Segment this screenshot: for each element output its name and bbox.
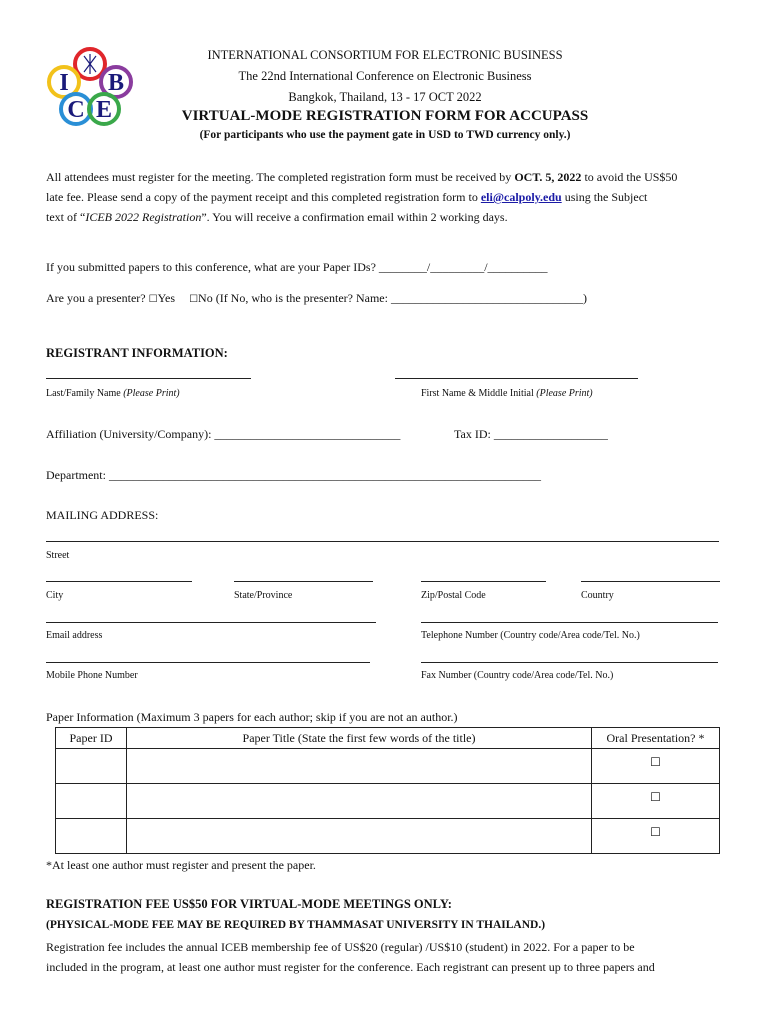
- col-paper-title: Paper Title (State the first few words of the title): [127, 728, 592, 749]
- paper-id-cell[interactable]: [56, 819, 127, 854]
- presenter-no-checkbox[interactable]: ☐: [189, 294, 199, 305]
- form-subtitle: (For participants who use the payment gate in USD to TWD currency only.): [199, 129, 571, 141]
- col-paper-id: Paper ID: [56, 728, 127, 749]
- street-label: Street: [46, 550, 70, 561]
- email-input[interactable]: [46, 622, 376, 623]
- table-row: [56, 819, 720, 854]
- presenter-yes-checkbox[interactable]: ☐: [148, 294, 158, 305]
- telephone-label: Telephone Number (Country code/Area code/Tel. No.): [421, 630, 640, 641]
- city-label: City: [46, 590, 64, 601]
- department-field[interactable]: Department: ________________________________________________________________________: [46, 468, 541, 482]
- fee-text-line-1: Registration fee includes the annual ICEB membership fee of US$20 (regular) /US$10 (student) in 2022. For a paper to be: [46, 940, 635, 954]
- country-input[interactable]: [581, 581, 720, 582]
- affiliation-field[interactable]: Affiliation (University/Company): _______________________________: [46, 427, 401, 441]
- presenter-yes-label: Yes: [157, 291, 176, 305]
- presenter-question: [46, 291, 587, 306]
- intro-text: text of “: [46, 210, 86, 224]
- intro-line-3: [46, 210, 508, 225]
- paper-title-cell[interactable]: [127, 784, 592, 819]
- state-input[interactable]: [234, 581, 373, 582]
- first-name-note: (Please Print): [536, 388, 593, 399]
- telephone-input[interactable]: [421, 622, 718, 623]
- intro-line-1: [46, 170, 677, 185]
- intro-text: All attendees must register for the meeting. The completed registration form must be received by: [46, 170, 515, 184]
- paper-table-header: [56, 728, 720, 749]
- mobile-input[interactable]: [46, 662, 370, 663]
- deadline: OCT. 5, 2022: [514, 170, 582, 184]
- intro-text: using the Subject: [561, 190, 648, 204]
- zip-input[interactable]: [421, 581, 546, 582]
- first-name-label: [421, 388, 593, 399]
- col-oral: Oral Presentation? *: [592, 728, 720, 749]
- last-name-text: Last/Family Name: [46, 388, 124, 399]
- last-name-input[interactable]: [46, 378, 251, 379]
- fax-input[interactable]: [421, 662, 718, 663]
- org-name: INTERNATIONAL CONSORTIUM FOR ELECTRONIC BUSINESS: [207, 48, 563, 62]
- last-name-note: (Please Print): [123, 388, 180, 399]
- oral-checkbox[interactable]: ☐: [592, 784, 720, 819]
- fee-heading: REGISTRATION FEE US$50 FOR VIRTUAL-MODE MEETINGS ONLY:: [46, 897, 452, 911]
- last-name-label: [46, 388, 180, 399]
- form-title: VIRTUAL-MODE REGISTRATION FORM FOR ACCUPASS: [181, 108, 589, 124]
- intro-text: late fee. Please send a copy of the payment receipt and this completed registration form to: [46, 190, 481, 204]
- fee-text-line-2: included in the program, at least one author must register for the conference. Each registrant can present up to three papers and: [46, 960, 655, 974]
- logo-letter-i: I: [59, 70, 69, 96]
- intro-line-2: [46, 190, 647, 205]
- oral-checkbox[interactable]: ☐: [592, 749, 720, 784]
- state-label: State/Province: [234, 590, 293, 601]
- fax-label: Fax Number (Country code/Area code/Tel. No.): [421, 670, 614, 681]
- zip-label: Zip/Postal Code: [421, 590, 486, 601]
- contact-email-link[interactable]: eli@calpoly.edu: [480, 190, 562, 204]
- oral-checkbox[interactable]: ☐: [592, 819, 720, 854]
- paper-info-heading: Paper Information (Maximum 3 papers for each author; skip if you are not an author.): [46, 710, 458, 724]
- paper-id-cell[interactable]: [56, 749, 127, 784]
- logo-letter-e: E: [95, 97, 113, 123]
- city-input[interactable]: [46, 581, 192, 582]
- mailing-heading: MAILING ADDRESS:: [46, 508, 159, 522]
- fee-subheading: (PHYSICAL-MODE FEE MAY BE REQUIRED BY THAMMASAT UNIVERSITY IN THAILAND.): [46, 919, 546, 931]
- tax-id-field[interactable]: Tax ID: ___________________: [454, 427, 608, 441]
- paper-ids-field[interactable]: If you submitted papers to this conference, what are your Paper IDs? ________/_________/__________: [46, 260, 548, 274]
- paper-title-cell[interactable]: [127, 749, 592, 784]
- table-row: [56, 749, 720, 784]
- first-name-text: First Name & Middle Initial: [421, 388, 537, 399]
- intro-text: to avoid the US$50: [581, 170, 678, 184]
- logo-letter-b: B: [107, 70, 125, 96]
- paper-id-cell[interactable]: [56, 784, 127, 819]
- conference-location: Bangkok, Thailand, 13 - 17 OCT 2022: [288, 90, 482, 104]
- registrant-heading: REGISTRANT INFORMATION:: [46, 346, 228, 360]
- conference-name: The 22nd International Conference on Electronic Business: [238, 69, 532, 83]
- street-input[interactable]: [46, 541, 719, 542]
- intro-text: ”. You will receive a confirmation email within 2 working days.: [201, 210, 508, 224]
- first-name-input[interactable]: [395, 378, 638, 379]
- mobile-label: Mobile Phone Number: [46, 670, 138, 681]
- country-label: Country: [581, 590, 614, 601]
- paper-table: [55, 727, 720, 854]
- table-row: [56, 784, 720, 819]
- presenter-label: Are you a presenter?: [46, 291, 149, 305]
- email-subject: ICEB 2022 Registration: [85, 210, 202, 224]
- paper-footnote: *At least one author must register and present the paper.: [46, 858, 316, 872]
- email-label: Email address: [46, 630, 103, 641]
- paper-title-cell[interactable]: [127, 819, 592, 854]
- presenter-no-label: No (If No, who is the presenter? Name: ________________________________): [198, 291, 587, 305]
- logo-letter-c: C: [67, 97, 85, 123]
